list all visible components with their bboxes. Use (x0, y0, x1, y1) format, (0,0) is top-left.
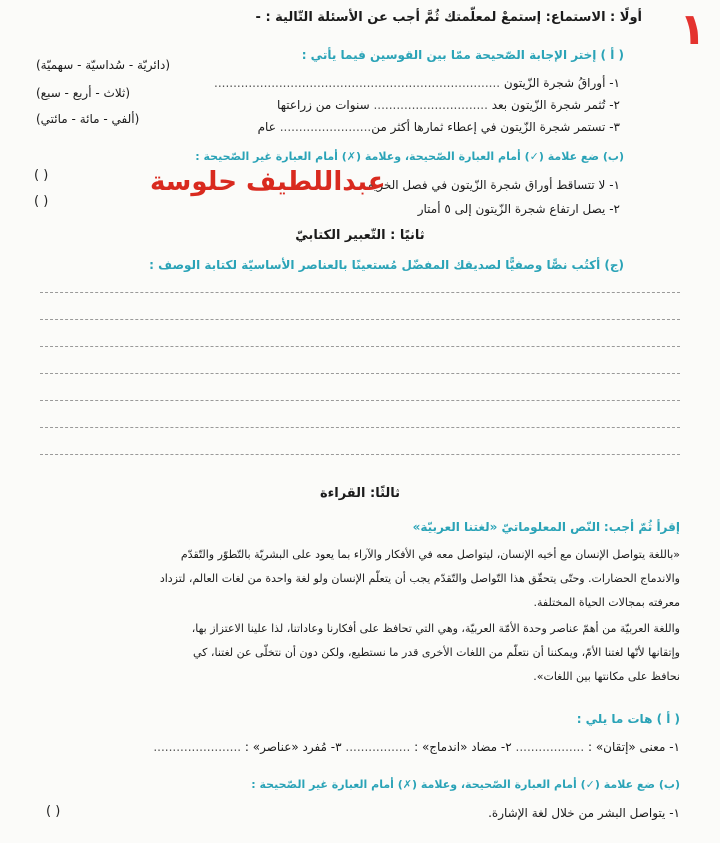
listening-a-title: ( أ ) إختر الإجابة الصّحيحة ممّا بين القوسين فيما يأتي : (301, 48, 624, 62)
writing-line[interactable] (40, 373, 680, 374)
writing-heading: ثانيًا : التّعبير الكتابيّ (295, 228, 425, 243)
reading-b-title: (ب) ضع علامة (✓) أمام العبارة الصّحيحة، وعلامة (✗) أمام العبارة غير الصّحيحة : (251, 778, 680, 791)
reading-a-title: ( أ ) هات ما يلي : (576, 712, 680, 726)
listening-heading: أولًا : الاستماع: إستمعْ لمعلّمتك ثُمَّ أجب عن الأسئلة التّالية : - (255, 10, 642, 25)
reading-a-item-3: ٣- مُفرد «عناصر» : (241, 740, 342, 754)
writing-line[interactable] (40, 319, 680, 320)
listening-b-item-2: ٢- يصل ارتفاع شجرة الزّيتون إلى ٥ أمتار (417, 202, 620, 216)
reading-line-1: «باللغة يتواصل الإنسان مع أخيه الإنسان، ليتواصل معه في الأفكار والآراء بما يعود على البشريّة بالتّطوّر والتّقدّم (180, 548, 680, 561)
reading-prompt: إقرأ ثُمّ أجب: النّص المعلوماتيّ «لغتنا العربيّة» (412, 520, 680, 534)
reading-a-item-2: ٢- مضاد «اندماج» : (410, 740, 512, 754)
writing-c-title: (ج) أكتُب نصًّا وصفيًّا لصديقك المفضّل مُستعينًا بالعناصر الأساسيّة لكتابة الوصف : (149, 258, 624, 272)
listening-b-title: (ب) ضع علامة (✓) أمام العبارة الصّحيحة، وعلامة (✗) أمام العبارة غير الصّحيحة : (195, 150, 624, 163)
choice-3: (ألفي - مائة - مائتي) (36, 112, 140, 126)
answer-paren-2[interactable]: ( ) (34, 194, 49, 209)
reading-line-2: والاندماج الحضارات. وحتّى يتحقّق هذا التّواصل والتّقدّم يجب أن يتعلّم الإنسان ولو لغة واحدة من لغات العالم، لتزداد (159, 572, 680, 585)
choice-1: (دائريّة - سُداسيّة - سهميّة) (36, 58, 171, 72)
reading-a-item-1: ١- معنى «إتقان» : (584, 740, 680, 754)
writing-line[interactable] (40, 346, 680, 347)
handwritten-signature: عبداللطيف حلوسة (150, 167, 386, 197)
reading-heading: ثالثًا: القراءة (319, 486, 401, 501)
page-number-mark: ١ (679, 4, 706, 55)
reading-line-6: نحافظ على مكانتها بين اللغات». (533, 670, 680, 683)
choice-2: (ثلاث - أربع - سبع) (36, 86, 130, 100)
reading-line-4: واللغة العربيّة من أهمّ عناصر وحدة الأمّة العربيّة، وهي التي تحافظ على أفكارنا وعاداتنا، لذا علينا الاعتزاز بها، (191, 622, 680, 635)
reading-line-3: معرفته بمجالات الحياة المختلفة. (533, 596, 680, 609)
listening-b-item-1: ١- لا تتساقط أوراق شجرة الزّيتون في فصل الخريف (361, 178, 620, 192)
reading-a-items: ١- معنى «إتقان» : .................. ٢- مضاد «اندماج» : ................. ٣- مُفرد «عناصر» : ....................... (153, 740, 680, 754)
reading-b-item-1: ١- يتواصل البشر من خلال لغة الإشارة. (488, 806, 680, 820)
answer-paren-3[interactable]: ( ) (46, 804, 61, 819)
listening-a-item-3: ٣- تستمر شجرة الزّيتون في إعطاء ثمارها أكثر من........................ عام (257, 120, 620, 134)
writing-line[interactable] (40, 400, 680, 401)
answer-paren-1[interactable]: ( ) (34, 168, 49, 183)
writing-line[interactable] (40, 427, 680, 428)
reading-line-5: وإتقانها لأنّها لغتنا الأمّ، ويمكننا أن نتعلّم من اللغات الأخرى قدر ما نستطيع، ولكن دون أن نتخلّى عن لغتنا، كي (193, 646, 680, 659)
writing-line[interactable] (40, 292, 680, 293)
listening-a-item-1: ١- أوراقُ شجرة الزّيتون ........................................................................... (214, 76, 620, 90)
writing-line[interactable] (40, 454, 680, 455)
listening-a-item-2: ٢- تُثمر شجرة الزّيتون بعد .............................. سنوات من زراعتها (277, 98, 620, 112)
